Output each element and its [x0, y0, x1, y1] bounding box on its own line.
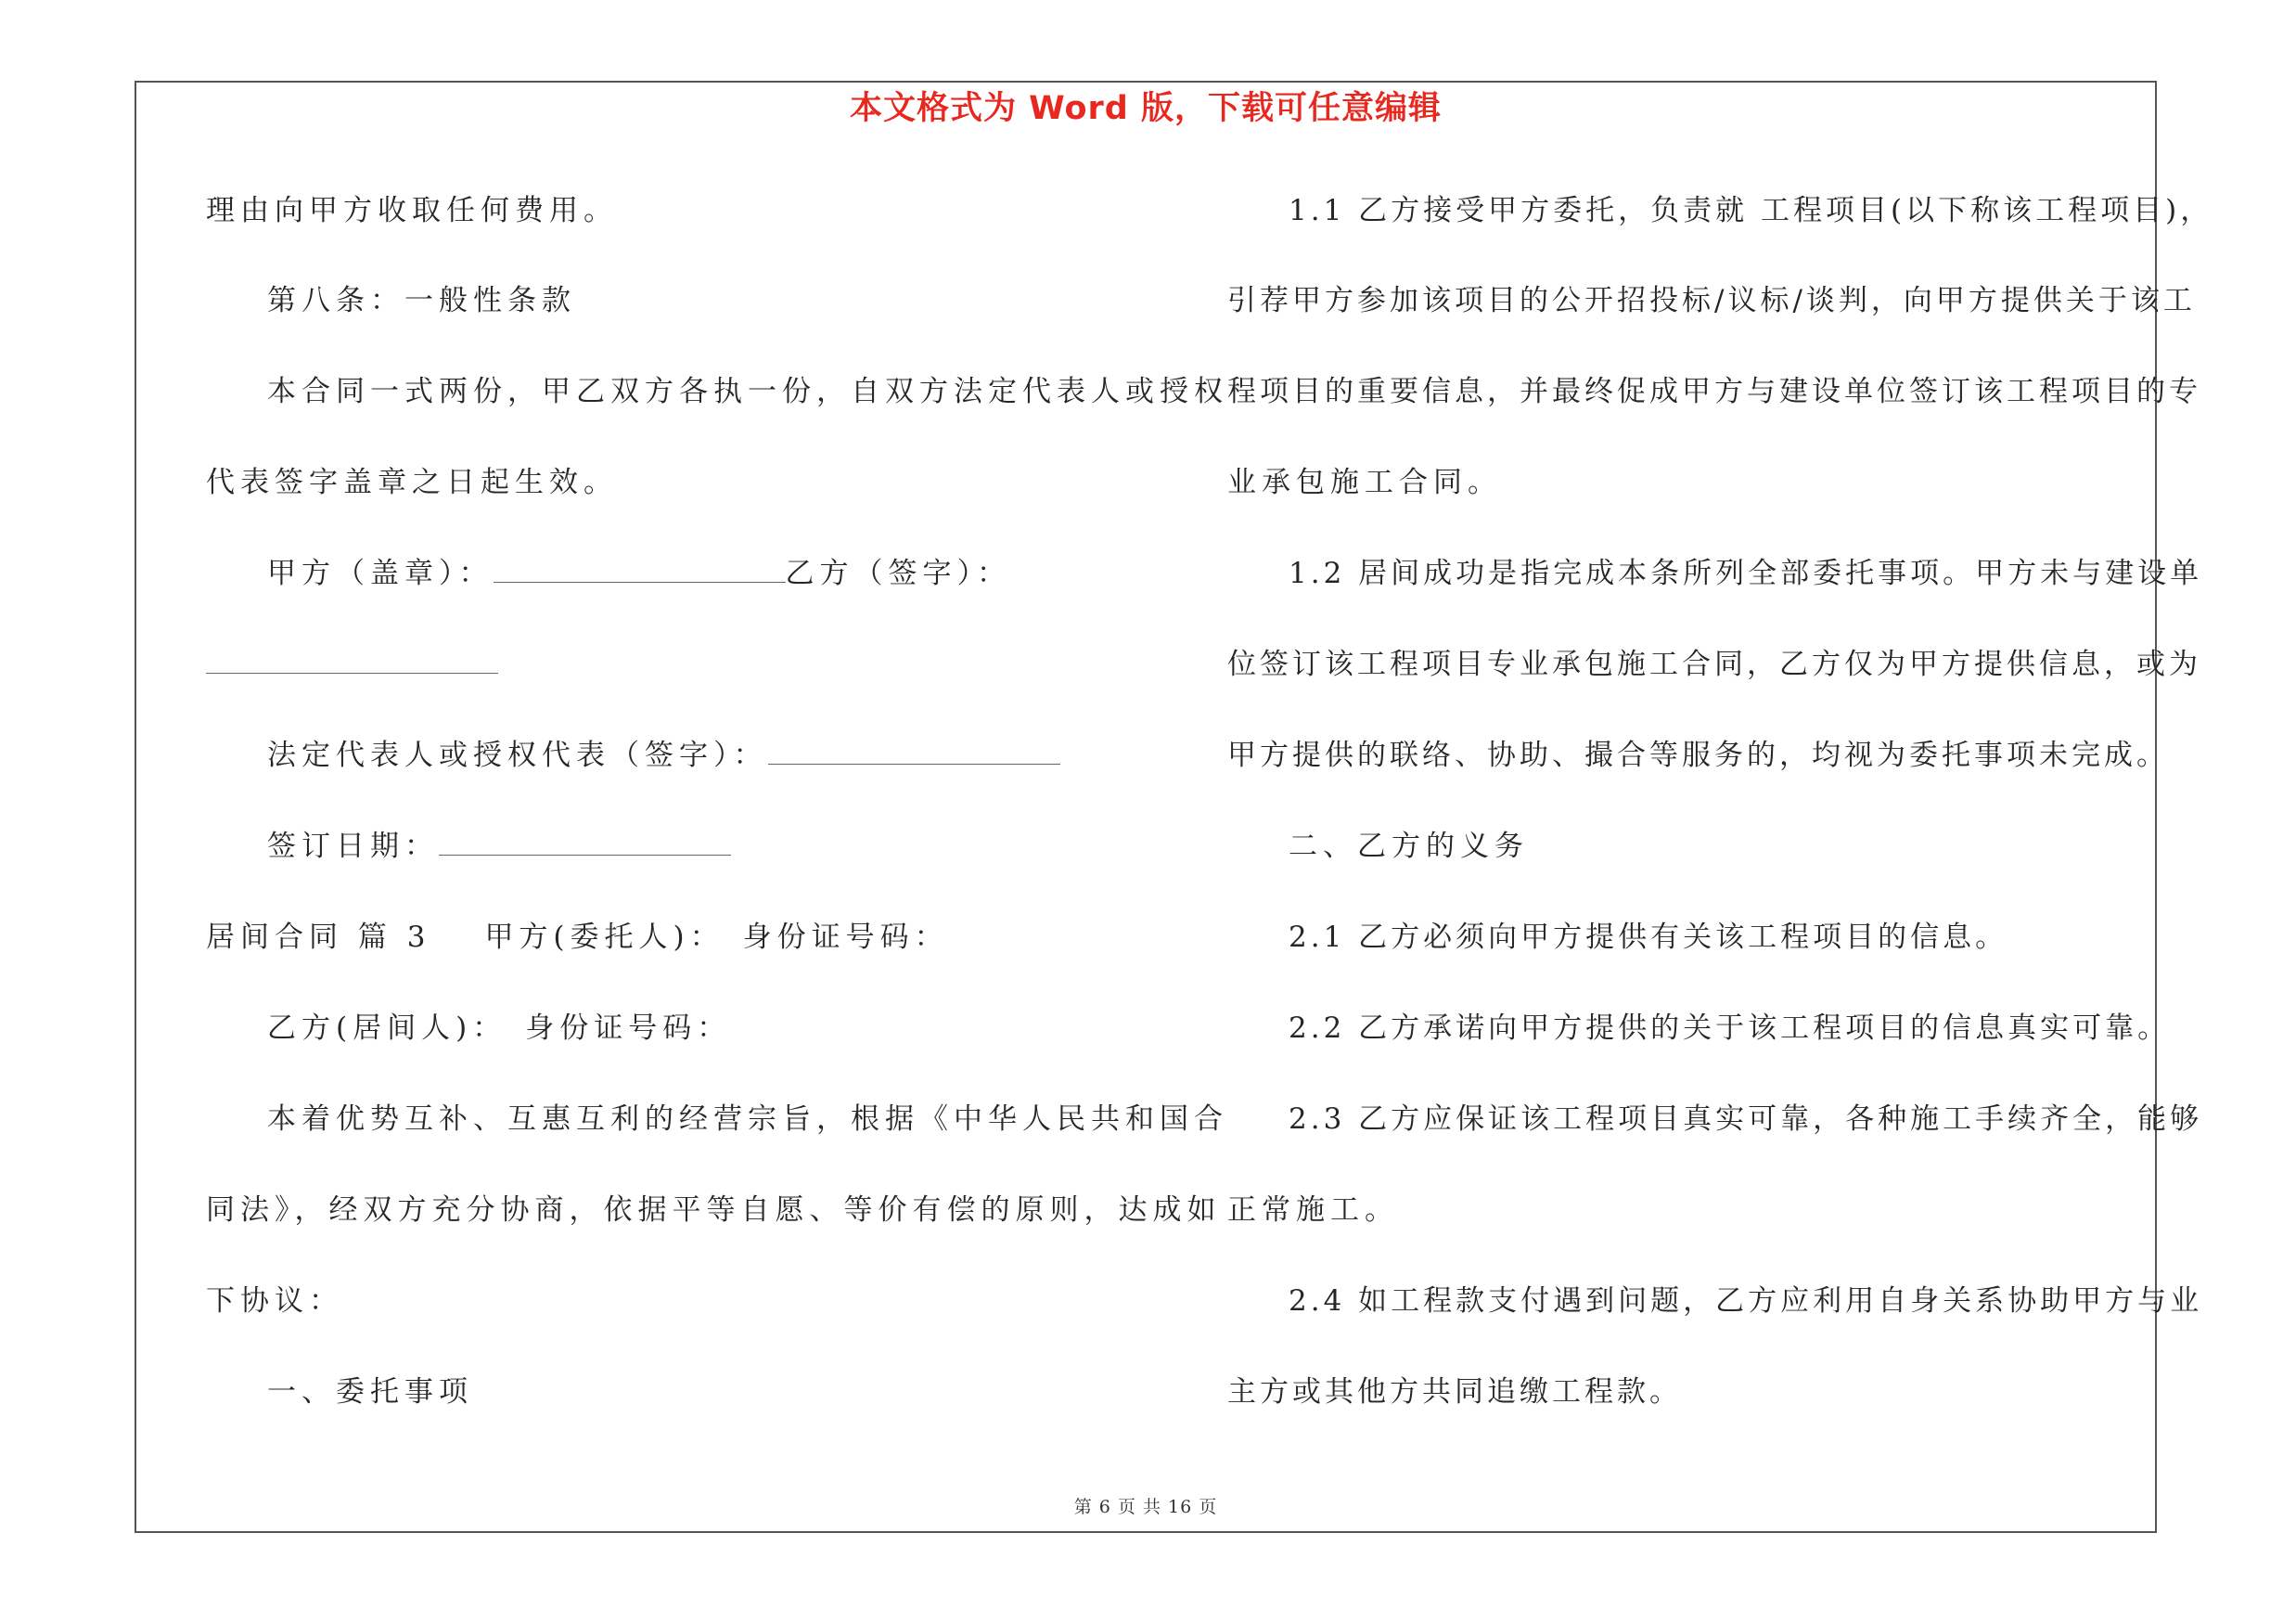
right-line-13: 2.4 如工程款支付遇到问题，乙方应利用自身关系协助甲方与业 [1289, 1284, 2203, 1318]
page-header-notice: 本文格式为 Word 版，下载可任意编辑 [849, 90, 1443, 127]
section-2-heading: 二、乙方的义务 [1289, 830, 1529, 863]
left-line-13: 下协议： [206, 1284, 343, 1318]
right-line-1: 1.1 乙方接受甲方委托，负责就 工程项目(以下称该工程项目)， [1289, 194, 2213, 227]
signature-line-party-a [206, 553, 1011, 594]
party-b-id-label: 身份证号码： [525, 1011, 732, 1045]
contract-3-title: 居间合同 篇 3 [206, 921, 431, 954]
sign-date-line [206, 826, 731, 867]
right-line-12: 正常施工。 [1227, 1193, 1399, 1227]
left-line-3: 本合同一式两份，甲乙双方各执一份，自双方法定代表人或授权 [267, 375, 1228, 408]
right-line-10: 2.2 乙方承诺向甲方提供的关于该工程项目的信息真实可靠。 [1289, 1011, 2171, 1045]
right-line-4: 业承包施工合同。 [1227, 466, 1502, 499]
left-line-12: 同法》，经双方充分协商，依据平等自愿、等价有偿的原则，达成如 [206, 1193, 1222, 1227]
right-line-6: 位签订该工程项目专业承包施工合同，乙方仅为甲方提供信息，或为 [1227, 648, 2201, 681]
left-line-1: 理由向甲方收取任何费用。 [206, 194, 618, 227]
party-a-id-label: 身份证号码： [742, 921, 949, 954]
sign-date-label: 签订日期： [267, 830, 439, 863]
party-a-seal-blank [494, 554, 786, 583]
sign-date-blank [439, 827, 731, 856]
right-line-3: 程项目的重要信息，并最终促成甲方与建设单位签订该工程项目的专 [1227, 375, 2201, 408]
right-line-9: 2.1 乙方必须向甲方提供有关该工程项目的信息。 [1289, 921, 2008, 954]
right-line-14: 主方或其他方共同追缴工程款。 [1227, 1375, 1682, 1409]
legal-rep-blank [768, 736, 1060, 765]
legal-rep-label: 法定代表人或授权代表（签字）： [267, 739, 768, 772]
legal-rep-line [206, 735, 1060, 776]
right-line-7: 甲方提供的联络、协助、撮合等服务的，均视为委托事项未完成。 [1227, 739, 2169, 772]
party-a-seal-label: 甲方（盖章）： [267, 557, 494, 590]
party-b-sign-blank [206, 645, 498, 674]
signature-line-party-b [206, 644, 498, 685]
party-b-sign-label: 乙方（签字）： [785, 557, 1011, 590]
left-line-11: 本着优势互补、互惠互利的经营宗旨，根据《中华人民共和国合 [267, 1102, 1228, 1136]
section-1-heading: 一、委托事项 [267, 1375, 473, 1409]
right-line-2: 引荐甲方参加该项目的公开招投标/议标/谈判，向甲方提供关于该工 [1227, 284, 2196, 317]
party-a-client-label: 甲方(委托人)： [484, 921, 725, 954]
right-line-11: 2.3 乙方应保证该工程项目真实可靠，各种施工手续齐全，能够 [1289, 1102, 2203, 1136]
contract-3-title-line [206, 917, 949, 958]
page-number: 第 6 页 共 16 页 [1073, 1497, 1218, 1517]
party-b-broker-line [206, 1008, 731, 1049]
party-b-broker-label: 乙方(居间人)： [267, 1011, 507, 1045]
left-line-4: 代表签字盖章之日起生效。 [206, 466, 618, 499]
article-8-heading: 第八条：一般性条款 [267, 284, 576, 317]
right-line-5: 1.2 居间成功是指完成本条所列全部委托事项。甲方未与建设单 [1289, 557, 2203, 590]
